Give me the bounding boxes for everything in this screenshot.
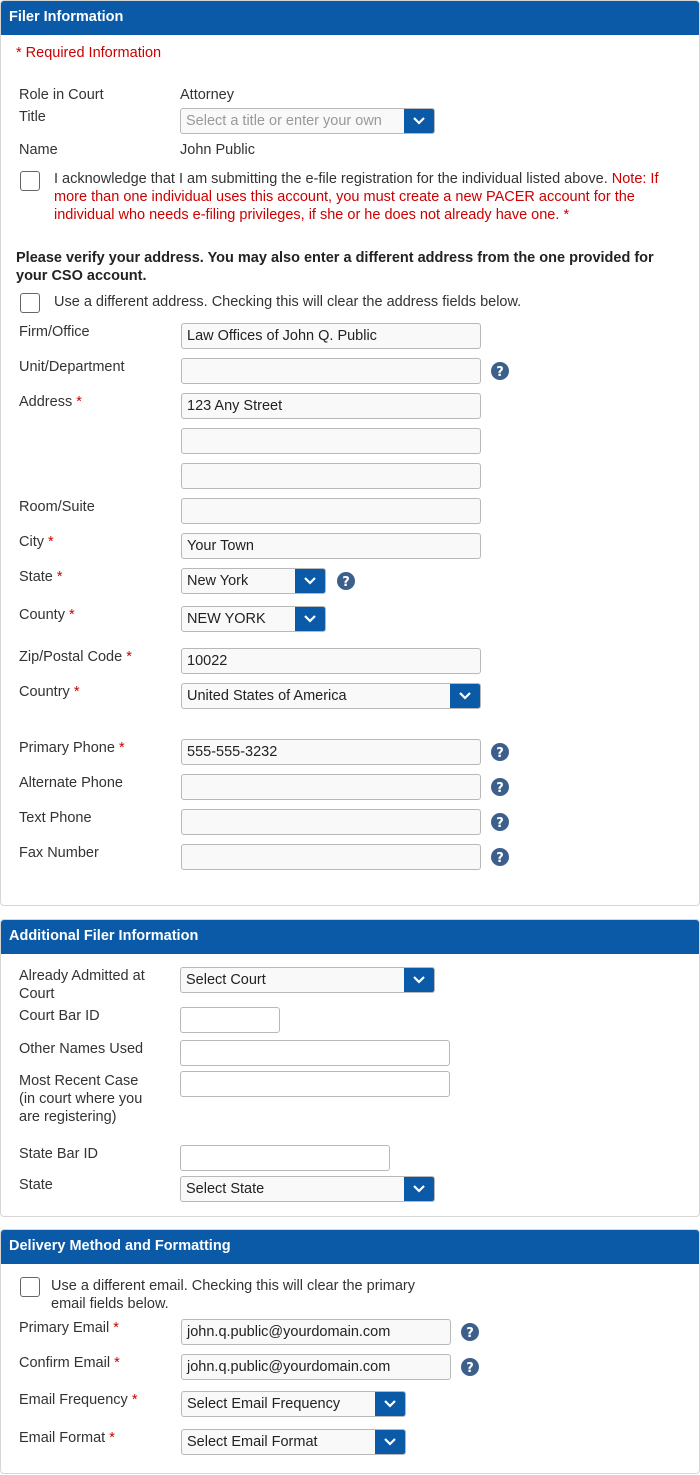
text-phone-input[interactable] xyxy=(181,809,481,835)
county-selected: NEW YORK xyxy=(187,611,266,627)
name-value: John Public xyxy=(180,142,255,158)
question-circle-icon[interactable] xyxy=(491,848,509,866)
question-circle-icon[interactable] xyxy=(491,778,509,796)
zip-input[interactable]: 10022 xyxy=(181,648,481,674)
email-format-select[interactable] xyxy=(181,1429,406,1455)
delivery-method-panel xyxy=(0,1229,700,1474)
svg-text:?: ? xyxy=(496,816,504,831)
delivery-method-header: Delivery Method and Formatting xyxy=(1,1230,699,1264)
svg-text:?: ? xyxy=(496,365,504,380)
email-format-selected: Select Email Format xyxy=(187,1434,318,1450)
admitted-label: Already Admitted at Court xyxy=(19,968,145,1002)
state-select[interactable] xyxy=(181,568,326,594)
country-selected: United States of America xyxy=(187,688,347,704)
city-label: City * xyxy=(19,534,54,550)
email-frequency-select[interactable] xyxy=(181,1391,406,1417)
fax-label: Fax Number xyxy=(19,845,99,861)
county-select[interactable] xyxy=(181,606,326,632)
unit-label: Unit/Department xyxy=(19,359,125,375)
state-selected: New York xyxy=(187,573,249,589)
svg-text:?: ? xyxy=(342,575,350,590)
different-address-checkbox[interactable] xyxy=(20,293,40,313)
chevron-down-icon xyxy=(303,575,317,587)
county-label: County * xyxy=(19,607,75,623)
email-frequency-dropdown-button[interactable] xyxy=(375,1392,405,1416)
room-input[interactable] xyxy=(181,498,481,524)
primary-phone-label: Primary Phone * xyxy=(19,740,125,756)
acknowledge-statement: I acknowledge that I am submitting the e-file registration for the individual listed above. xyxy=(54,171,608,187)
name-label: Name xyxy=(19,142,58,158)
title-placeholder: Select a title or enter your own xyxy=(186,113,382,129)
additional-filer-panel xyxy=(0,919,700,1217)
confirm-email-label: Confirm Email * xyxy=(19,1355,120,1371)
acknowledge-required-star: * xyxy=(563,207,570,223)
acknowledge-note: Note: If more than one individual uses this account, you must create a new PACER account for the individual who needs e-filing privileges, if she or he does not already have one. xyxy=(54,171,659,223)
title-combobox[interactable] xyxy=(180,108,435,134)
email-frequency-label: Email Frequency * xyxy=(19,1392,138,1408)
question-circle-icon[interactable] xyxy=(337,572,355,590)
additional-filer-header: Additional Filer Information xyxy=(1,920,699,954)
chevron-down-icon xyxy=(383,1436,397,1448)
different-email-checkbox[interactable] xyxy=(20,1277,40,1297)
role-value: Attorney xyxy=(180,87,234,103)
address-label: Address * xyxy=(19,394,82,410)
state-label: State * xyxy=(19,569,63,585)
primary-email-input[interactable]: john.q.public@yourdomain.com xyxy=(181,1319,451,1345)
country-select[interactable] xyxy=(181,683,481,709)
svg-text:?: ? xyxy=(466,1361,474,1376)
required-information-note: * Required Information xyxy=(16,45,162,61)
address-line2-input[interactable] xyxy=(181,428,481,454)
admitted-court-dropdown-button[interactable] xyxy=(404,968,434,992)
court-bar-id-label: Court Bar ID xyxy=(19,1008,100,1024)
other-names-input[interactable] xyxy=(180,1040,450,1066)
chevron-down-icon xyxy=(383,1398,397,1410)
svg-text:?: ? xyxy=(496,746,504,761)
room-label: Room/Suite xyxy=(19,499,95,515)
bar-state-label: State xyxy=(19,1177,53,1193)
address-line1-input[interactable]: 123 Any Street xyxy=(181,393,481,419)
bar-state-select[interactable] xyxy=(180,1176,435,1202)
chevron-down-icon xyxy=(458,690,472,702)
acknowledge-text xyxy=(54,170,679,224)
question-circle-icon[interactable] xyxy=(461,1323,479,1341)
email-frequency-selected: Select Email Frequency xyxy=(187,1396,341,1412)
chevron-down-icon xyxy=(412,974,426,986)
firm-input[interactable]: Law Offices of John Q. Public xyxy=(181,323,481,349)
country-dropdown-button[interactable] xyxy=(450,684,480,708)
recent-case-input[interactable] xyxy=(180,1071,450,1097)
alt-phone-input[interactable] xyxy=(181,774,481,800)
city-input[interactable]: Your Town xyxy=(181,533,481,559)
verify-address-note: Please verify your address. You may also enter a different address from the one provided for your CSO account. xyxy=(16,250,654,284)
recent-case-label: Most Recent Case (in court where you are registering) xyxy=(19,1073,143,1125)
question-circle-icon[interactable] xyxy=(491,813,509,831)
other-names-label: Other Names Used xyxy=(19,1041,144,1057)
court-bar-id-input[interactable] xyxy=(180,1007,280,1033)
alt-phone-label: Alternate Phone xyxy=(19,775,123,791)
title-dropdown-button[interactable] xyxy=(404,109,434,133)
question-circle-icon[interactable] xyxy=(491,362,509,380)
unit-input[interactable] xyxy=(181,358,481,384)
admitted-court-select[interactable] xyxy=(180,967,435,993)
county-dropdown-button[interactable] xyxy=(295,607,325,631)
question-circle-icon[interactable] xyxy=(461,1358,479,1376)
svg-text:?: ? xyxy=(496,781,504,796)
chevron-down-icon xyxy=(303,613,317,625)
different-email-text: Use a different email. Checking this will clear the primary email fields below. xyxy=(51,1278,415,1312)
state-dropdown-button[interactable] xyxy=(295,569,325,593)
chevron-down-icon xyxy=(412,1183,426,1195)
email-format-label: Email Format * xyxy=(19,1430,115,1446)
bar-state-dropdown-button[interactable] xyxy=(404,1177,434,1201)
email-format-dropdown-button[interactable] xyxy=(375,1430,405,1454)
acknowledge-checkbox[interactable] xyxy=(20,171,40,191)
state-bar-id-input[interactable] xyxy=(180,1145,390,1171)
role-label: Role in Court xyxy=(19,87,104,103)
bar-state-selected: Select State xyxy=(186,1181,265,1197)
state-bar-id-label: State Bar ID xyxy=(19,1146,98,1162)
address-line3-input[interactable] xyxy=(181,463,481,489)
confirm-email-input[interactable]: john.q.public@yourdomain.com xyxy=(181,1354,451,1380)
firm-label: Firm/Office xyxy=(19,324,90,340)
different-address-text: Use a different address. Checking this will clear the address fields below. xyxy=(54,294,522,310)
title-label: Title xyxy=(19,109,46,125)
zip-label: Zip/Postal Code * xyxy=(19,649,132,665)
primary-phone-input[interactable]: 555-555-3232 xyxy=(181,739,481,765)
admitted-court-selected: Select Court xyxy=(186,972,266,988)
chevron-down-icon xyxy=(412,115,426,127)
filer-information-header: Filer Information xyxy=(1,1,699,35)
primary-email-label: Primary Email * xyxy=(19,1320,119,1336)
text-phone-label: Text Phone xyxy=(19,810,92,826)
fax-input[interactable] xyxy=(181,844,481,870)
country-label: Country * xyxy=(19,684,80,700)
svg-text:?: ? xyxy=(466,1326,474,1341)
svg-text:?: ? xyxy=(496,851,504,866)
question-circle-icon[interactable] xyxy=(491,743,509,761)
